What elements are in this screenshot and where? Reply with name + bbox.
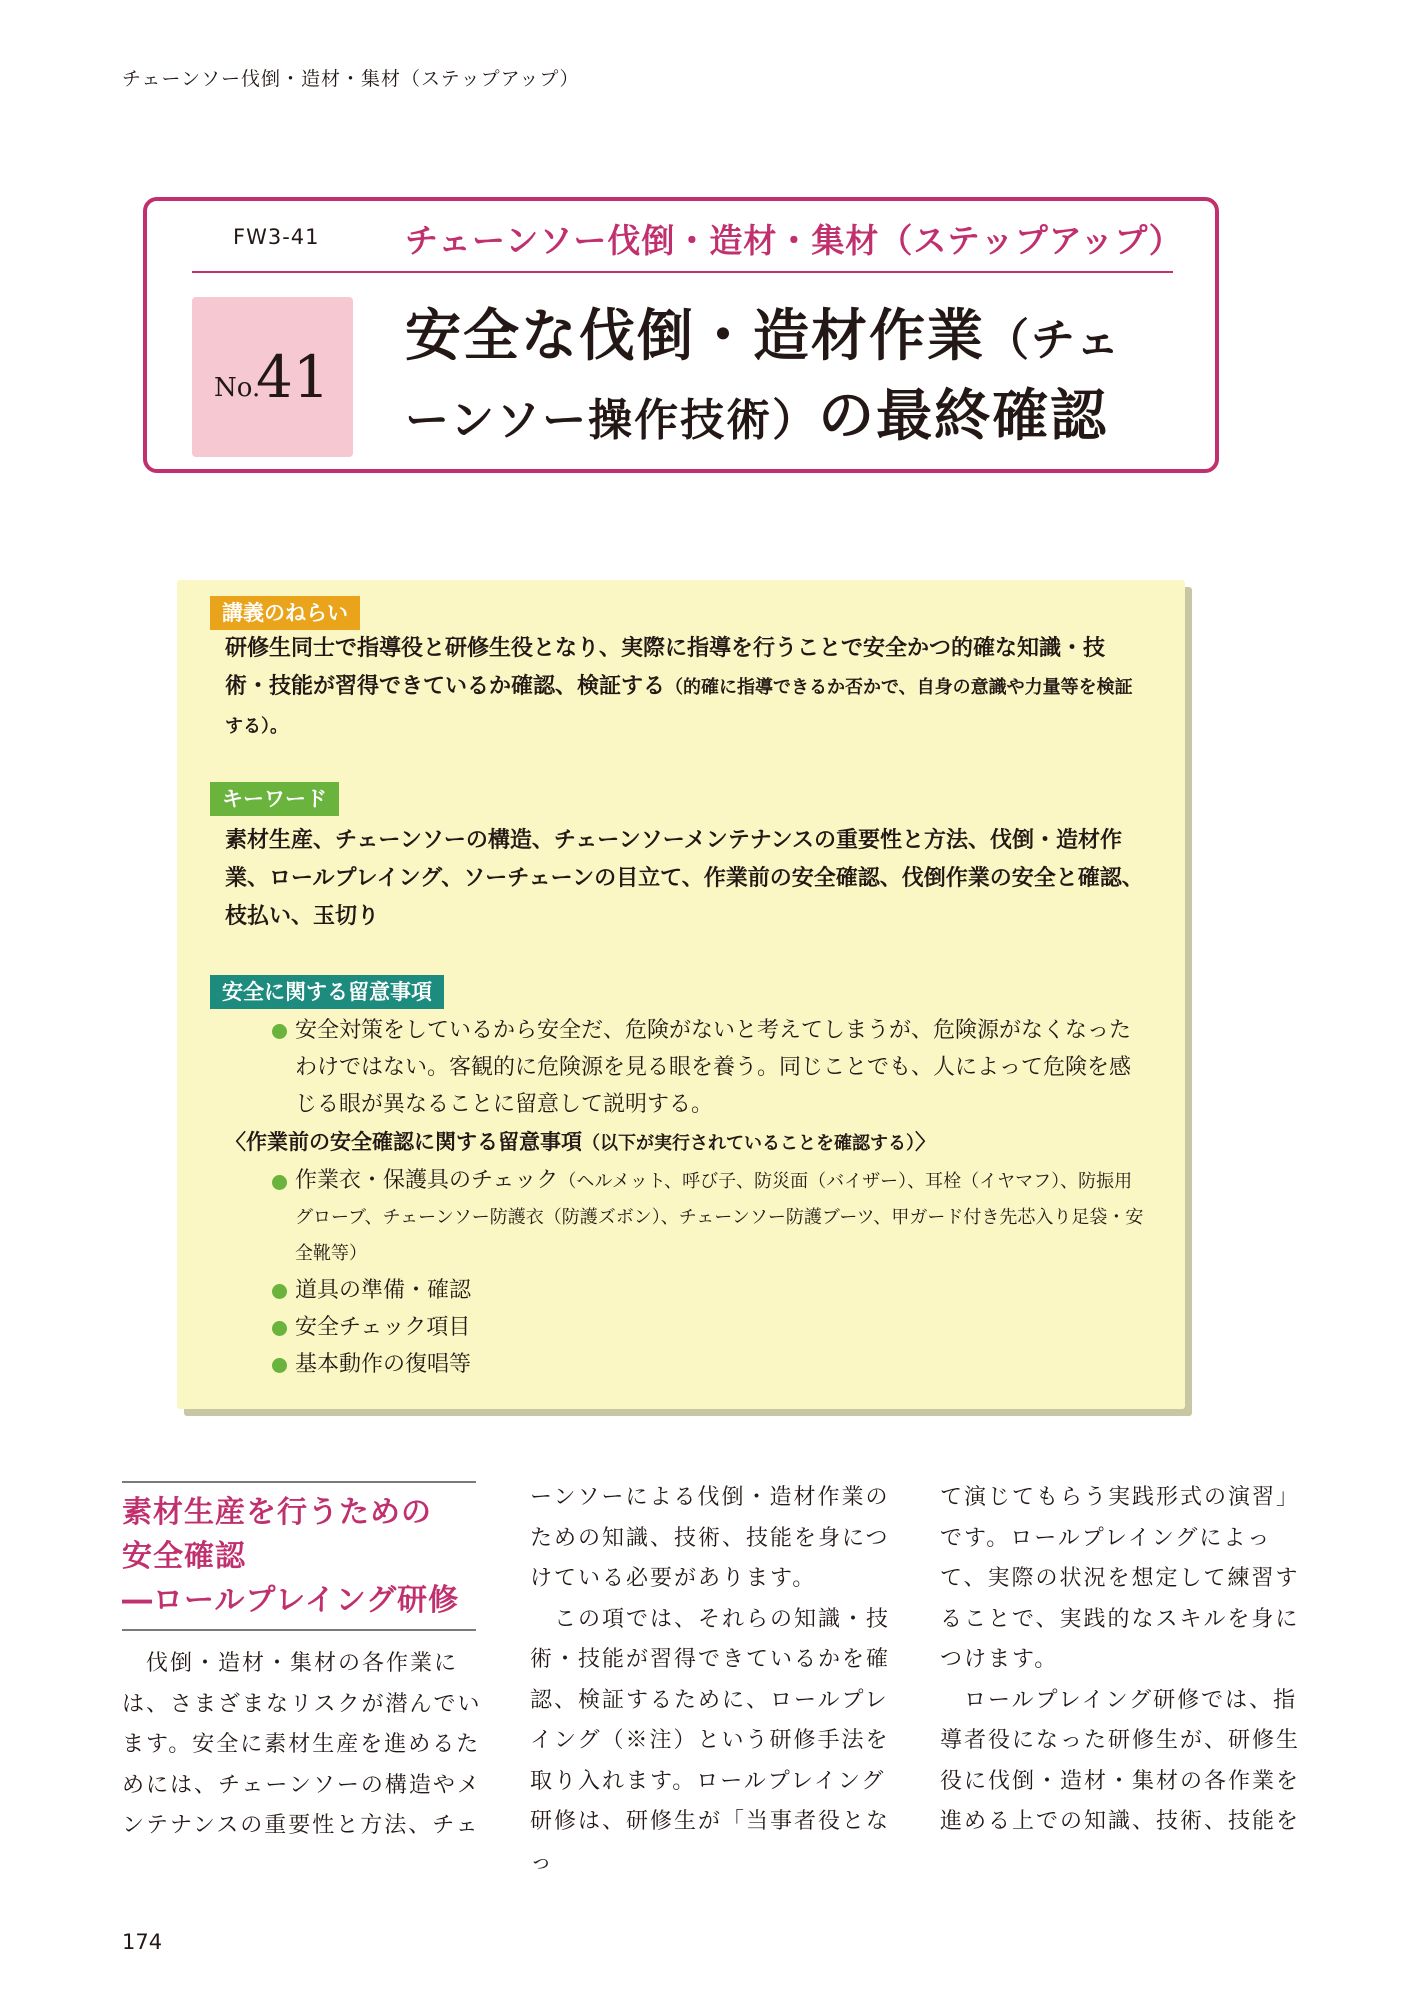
aims-note: （的確に指導できるか否かで、自身の意識や力量等を検証する）。 — [225, 677, 1133, 737]
series-title: チェーンソー伐倒・造材・集材（ステップアップ） — [405, 221, 1183, 260]
keywords-text: 素材生産、チェーンソーの構造、チェーンソーメンテナンスの重要性と方法、伐倒・造材作業、ロールプレイング、ソーチェーンの目立て、作業前の安全確認、伐倒作業の安全と確認、枝払い、玉切り — [225, 828, 1144, 929]
safety-label: 安全に関する留意事項 — [210, 975, 444, 1009]
body-column-2 — [530, 1478, 900, 1883]
section-title: 素材生産を行うための 安全確認 ―ロールプレイング研修 — [122, 1495, 460, 1618]
section-rule-bottom — [122, 1629, 476, 1631]
body-paragraph: この項では、それらの知識・技術・技能が習得できているかを確認、検証するために、ロールプレイング（※注）という研修手法を取り入れます。ロールプレイング研修は、研修生が「当事者役となっ — [530, 1606, 891, 1875]
title-line2b: の最終確認 — [818, 384, 1109, 449]
lecture-overview-box — [177, 580, 1185, 1409]
title-divider — [192, 271, 1173, 273]
safety-notes — [225, 1012, 1145, 1383]
body-paragraph: ロールプレイング研修では、指導者役になった研修生が、研修生役に伐倒・造材・集材の各作業を進める上での知識、技術、技能を — [940, 1687, 1301, 1834]
section-heading — [122, 1481, 476, 1631]
lesson-number-prefix: No. — [214, 373, 261, 403]
safety-item: 安全チェック項目 — [270, 1309, 1145, 1346]
title-block — [143, 197, 1219, 473]
title-paren1: （チェ — [985, 315, 1122, 366]
aims-label: 講義のねらい — [210, 596, 360, 630]
page-title — [405, 299, 1165, 459]
body-paragraph: 伐倒・造材・集材の各作業には、さまざまなリスクが潜んでいます。安全に素材生産を進めるためには、チェーンソーの構造やメンテナンスの重要性と方法、チェ — [122, 1651, 482, 1838]
bullet-icon — [272, 1321, 287, 1336]
bullet-icon — [272, 1284, 287, 1299]
safety-subheading: 〈作業前の安全確認に関する留意事項（以下が実行されていることを確認する）〉 — [225, 1130, 936, 1154]
lesson-number-badge — [192, 297, 353, 457]
bullet-icon — [272, 1358, 287, 1373]
running-header: チェーンソー伐倒・造材・集材（ステップアップ） — [122, 68, 580, 90]
safety-item: 作業衣・保護具のチェック（ヘルメット、呼び子、防災面（バイザー）、耳栓（イヤマフ）、防振用グローブ、チェーンソー防護衣（防護ズボン）、チェーンソー防護ブーツ、甲ガード付き先芯入り足袋・安全靴等） — [270, 1163, 1145, 1272]
aims-text — [225, 630, 1145, 746]
safety-item: 安全対策をしているから安全だ、危険がないと考えてしまうが、危険源がなくなったわけではない。客観的に危険源を見る眼を養う。同じことでも、人によって危険を感じる眼が異なることに留意して説明する。 — [270, 1012, 1145, 1123]
body-paragraph: ーンソーによる伐倒・造材作業のための知識、技術、技能を身につけている必要があります。 — [530, 1485, 890, 1591]
body-column-1 — [122, 1644, 482, 1847]
bullet-icon — [272, 1024, 287, 1039]
aims-main: 研修生同士で指導役と研修生役となり、実際に指導を行うことで安全かつ的確な知識・技術・技能が習得できているか確認、検証する — [225, 636, 1106, 699]
bullet-icon — [272, 1175, 287, 1190]
title-line1: 安全な伐倒・造材作業 — [405, 304, 985, 369]
title-line2a: ーンソー操作技術） — [405, 395, 819, 446]
body-column-3 — [940, 1478, 1310, 1843]
lesson-number: 41 — [256, 343, 330, 411]
lesson-code: FW3-41 — [233, 225, 320, 249]
safety-item: 道具の準備・確認 — [270, 1272, 1145, 1309]
page-number: 174 — [122, 1930, 163, 1954]
safety-item: 基本動作の復唱等 — [270, 1346, 1145, 1383]
keywords-label: キーワード — [210, 782, 339, 816]
body-paragraph: て演じてもらう実践形式の演習」です。ロールプレイングによって、実際の状況を想定して練習することで、実践的なスキルを身につけます。 — [940, 1485, 1301, 1672]
